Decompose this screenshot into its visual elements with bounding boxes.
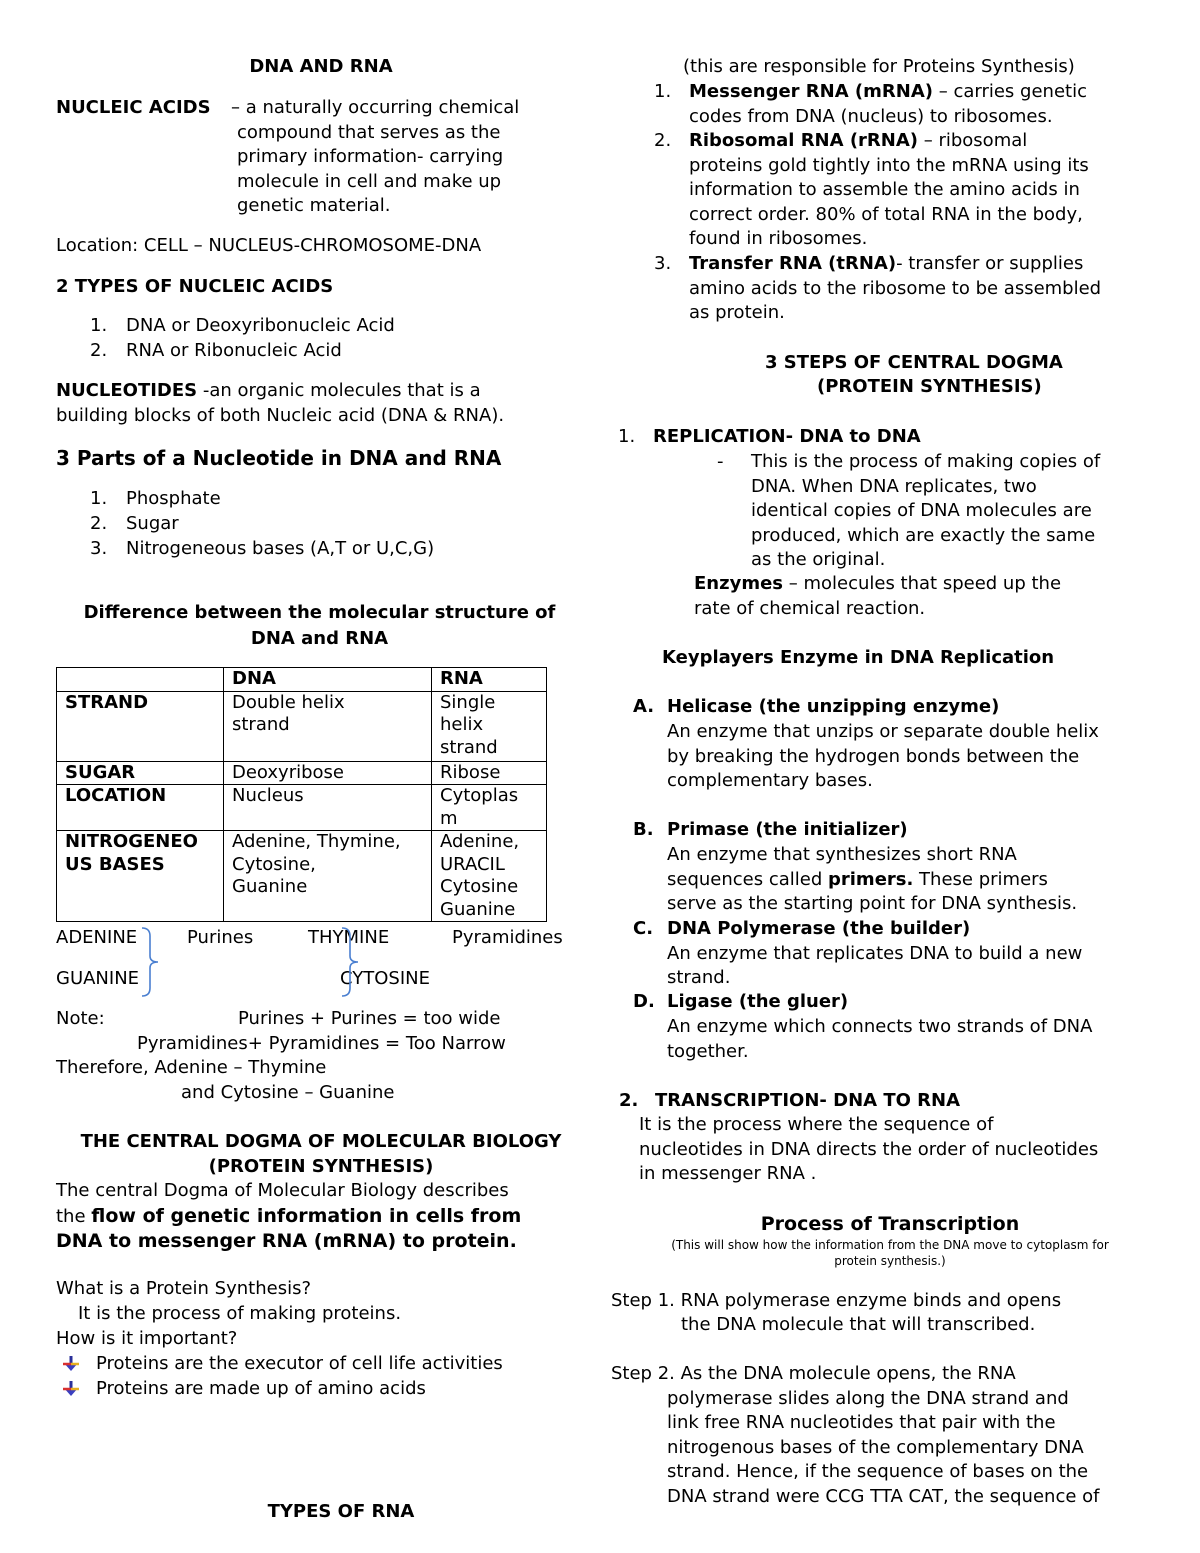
bullet-item: Proteins are made up of amino acids: [96, 1378, 426, 1399]
nucleic-def-line: – a naturally occurring chemical: [231, 97, 520, 118]
pyramidines-label: Pyramidines: [452, 927, 563, 948]
transcription-line: nucleotides in DNA directs the order of nucleotides: [639, 1138, 1099, 1160]
answer-1: It is the process of making proteins.: [78, 1303, 402, 1324]
note-line: and Cytosine – Guanine: [181, 1082, 395, 1103]
enzyme-desc: An enzyme that synthesizes short RNA: [667, 844, 1017, 865]
step-2-text: polymerase slides along the DNA strand and: [667, 1387, 1069, 1409]
nucleotides-line: [56, 379, 481, 404]
note-line: Purines + Purines = too wide: [238, 1008, 501, 1029]
table-cell: Ribose: [432, 761, 547, 785]
nucleotides-term: NUCLEOTIDES: [56, 380, 198, 401]
enzyme-desc-part: sequences called: [667, 868, 828, 890]
rna-type-rrna: [689, 129, 1027, 154]
step-1-text: the DNA molecule that will transcribed.: [681, 1314, 1036, 1335]
enzyme-letter: C.: [633, 918, 654, 939]
table-cell: Cytoplas m: [432, 785, 547, 831]
type-number: 2.: [90, 340, 108, 361]
enzyme-letter: B.: [633, 819, 654, 840]
pyramidines-brace-icon: [338, 926, 360, 998]
dash-bullet: -: [717, 451, 724, 472]
rna-type-number: 3.: [654, 253, 672, 274]
enzymes-def-line2: rate of chemical reaction.: [694, 598, 926, 619]
rna-type-term: Messenger RNA (mRNA): [689, 81, 933, 102]
type-item: RNA or Ribonucleic Acid: [126, 340, 342, 361]
step-number: 1.: [618, 426, 636, 447]
table-cell: Nucleus: [224, 785, 432, 831]
bullet-item: Proteins are the executor of cell life activities: [96, 1353, 503, 1374]
dogma-text-line3: DNA to messenger RNA (mRNA) to protein.: [56, 1230, 517, 1252]
types-of-rna-heading: TYPES OF RNA: [267, 1501, 415, 1522]
enzyme-title: Helicase (the unzipping enzyme): [667, 696, 1000, 717]
transcription-heading: TRANSCRIPTION- DNA TO RNA: [655, 1090, 961, 1111]
diff-heading-2: DNA and RNA: [250, 628, 389, 649]
rna-type-def-line: codes from DNA (nucleus) to ribosomes.: [689, 105, 1053, 127]
table-row: [57, 785, 547, 831]
dogma-text-plain: the: [56, 1206, 92, 1227]
purines-label: Purines: [187, 927, 254, 948]
part-number: 2.: [90, 513, 108, 534]
enzyme-title: Primase (the initializer): [667, 819, 908, 840]
note-label: Note:: [56, 1008, 105, 1029]
enzymes-term: Enzymes: [694, 573, 783, 594]
step-2-text: nitrogenous bases of the complementary DNA: [667, 1436, 1084, 1458]
transcription-line: in messenger RNA .: [639, 1163, 817, 1184]
steps-heading: 3 STEPS OF CENTRAL DOGMA: [765, 352, 1063, 373]
arrow-bullet-icon: [62, 1380, 80, 1398]
step-2-text: DNA strand were CCG TTA CAT, the sequence of: [667, 1485, 1100, 1507]
note-line: Pyramidines+ Pyramidines = Too Narrow: [137, 1033, 506, 1054]
rna-type-def-line: proteins gold tightly into the mRNA using its: [689, 154, 1089, 176]
guanine-label: GUANINE: [56, 968, 140, 989]
replication-heading: REPLICATION- DNA to DNA: [653, 426, 921, 447]
table-header-cell: RNA: [432, 668, 547, 692]
replication-line: as the original.: [751, 549, 886, 570]
enzyme-desc: complementary bases.: [667, 770, 873, 791]
rna-type-def: - transfer or supplies: [896, 253, 1084, 274]
enzyme-title: DNA Polymerase (the builder): [667, 918, 971, 939]
table-header-cell: DNA: [224, 668, 432, 692]
diff-heading: Difference between the molecular structure of: [83, 602, 556, 623]
step-2-text: link free RNA nucleotides that pair with the: [667, 1412, 1056, 1433]
part-item: Phosphate: [126, 488, 221, 509]
table-cell: Single helix strand: [432, 691, 547, 761]
adenine-label: ADENINE: [56, 927, 138, 948]
row-label: NITROGENEO US BASES: [57, 831, 224, 922]
part-item: Sugar: [126, 513, 179, 534]
rna-type-trna: [689, 252, 1083, 277]
dogma-text-line2: [56, 1204, 521, 1230]
rna-type-term: Transfer RNA (tRNA): [689, 253, 897, 274]
purines-brace-icon: [138, 926, 160, 998]
note-line: Therefore, Adenine – Thymine: [56, 1057, 327, 1078]
table-header-row: [57, 668, 547, 692]
enzyme-desc: together.: [667, 1040, 749, 1062]
dogma-text-bold: flow of genetic information in cells from: [91, 1205, 522, 1227]
dogma-heading: THE CENTRAL DOGMA OF MOLECULAR BIOLOGY: [80, 1131, 562, 1152]
type-item: DNA or Deoxyribonucleic Acid: [126, 315, 395, 336]
enzyme-desc: serve as the starting point for DNA synthesis.: [667, 893, 1078, 914]
enzyme-desc-part: These primers: [913, 868, 1048, 890]
row-label: SUGAR: [57, 761, 224, 785]
enzyme-desc: by breaking the hydrogen bonds between the: [667, 745, 1080, 767]
step-number: 2.: [619, 1090, 639, 1111]
process-heading: Process of Transcription: [760, 1213, 1020, 1235]
question-2: How is it important?: [56, 1328, 238, 1349]
dogma-heading-2: (PROTEIN SYNTHESIS): [208, 1156, 434, 1177]
step-1-text: Step 1. RNA polymerase enzyme binds and opens: [611, 1290, 1062, 1311]
enzyme-desc: An enzyme that replicates DNA to build a new: [667, 942, 1083, 964]
rna-type-def-line: correct order. 80% of total RNA in the body,: [689, 203, 1083, 225]
replication-line: This is the process of making copies of: [751, 451, 1101, 472]
enzymes-def: – molecules that speed up the: [783, 573, 1062, 594]
enzyme-letter: D.: [633, 991, 655, 1012]
keyplayers-heading: Keyplayers Enzyme in DNA Replication: [662, 647, 1055, 668]
type-number: 1.: [90, 315, 108, 336]
types-heading: 2 TYPES OF NUCLEIC ACIDS: [56, 276, 334, 297]
part-item: Nitrogeneous bases (A,T or U,C,G): [126, 538, 435, 559]
enzyme-title: Ligase (the gluer): [667, 991, 849, 1012]
replication-line: produced, which are exactly the same: [751, 524, 1096, 546]
nucleic-acids-term: NUCLEIC ACIDS: [56, 97, 211, 118]
table-cell: Double helix strand: [224, 691, 432, 761]
cytosine-label: CYTOSINE: [340, 968, 430, 989]
parts-heading: 3 Parts of a Nucleotide in DNA and RNA: [56, 446, 502, 470]
thymine-label: THYMINE: [308, 927, 390, 948]
rna-type-number: 1.: [654, 81, 672, 102]
table-row: [57, 761, 547, 785]
table-cell: Deoxyribose: [224, 761, 432, 785]
rna-type-term: Ribosomal RNA (rRNA): [689, 130, 919, 151]
arrow-bullet-icon: [62, 1355, 80, 1373]
nucleic-def-line: compound that serves as the: [237, 121, 501, 143]
rna-type-def: – carries genetic: [933, 81, 1087, 102]
primers-term: primers.: [828, 868, 914, 890]
row-label: STRAND: [57, 691, 224, 761]
location-line: Location: CELL – NUCLEUS-CHROMOSOME-DNA: [56, 235, 482, 256]
step-2-text: Step 2. As the DNA molecule opens, the RNA: [611, 1363, 1016, 1384]
enzyme-desc: An enzyme that unzips or separate double helix: [667, 721, 1099, 742]
comparison-table: [56, 667, 547, 922]
replication-line: identical copies of DNA molecules are: [751, 500, 1092, 521]
rna-type-def-line: amino acids to the ribosome to be assembled: [689, 277, 1102, 299]
table-cell: Adenine, URACIL Cytosine Guanine: [432, 831, 547, 922]
enzyme-desc: strand.: [667, 967, 731, 988]
row-label: LOCATION: [57, 785, 224, 831]
nucleic-def-line: genetic material.: [237, 195, 391, 216]
step-2-text: strand. Hence, if the sequence of bases on the: [667, 1461, 1089, 1482]
nucleotides-def: -an organic molecules that is a: [197, 380, 481, 401]
nucleic-def-line: primary information- carrying: [237, 146, 504, 167]
table-cell: Adenine, Thymine, Cytosine, Guanine: [224, 831, 432, 922]
enzyme-desc: An enzyme which connects two strands of DNA: [667, 1016, 1093, 1037]
rna-type-def-line: information to assemble the amino acids in: [689, 179, 1080, 200]
steps-heading-2: (PROTEIN SYNTHESIS): [817, 376, 1042, 397]
part-number: 3.: [90, 538, 108, 559]
page-title: DNA AND RNA: [249, 56, 393, 77]
process-note: protein synthesis.): [834, 1254, 946, 1268]
rna-type-mrna: [689, 80, 1087, 105]
rna-intro: (this are responsible for Proteins Synthesis): [683, 56, 1075, 77]
rna-type-number: 2.: [654, 130, 672, 151]
part-number: 1.: [90, 488, 108, 509]
table-header-cell: [57, 668, 224, 692]
question-1: What is a Protein Synthesis?: [56, 1278, 312, 1299]
replication-line: DNA. When DNA replicates, two: [751, 475, 1037, 497]
process-note: (This will show how the information from the DNA move to cytoplasm for: [671, 1238, 1109, 1252]
nucleotides-def-line2: building blocks of both Nucleic acid (DNA & RNA).: [56, 405, 505, 426]
enzyme-letter: A.: [633, 696, 655, 717]
table-row: [57, 831, 547, 922]
enzymes-line: [694, 572, 1061, 597]
rna-type-def-line: as protein.: [689, 302, 785, 323]
nucleic-def-line: molecule in cell and make up: [237, 170, 502, 192]
table-row: [57, 691, 547, 761]
transcription-line: It is the process where the sequence of: [639, 1114, 994, 1135]
rna-type-def: – ribosomal: [918, 130, 1028, 151]
rna-type-def-line: found in ribosomes.: [689, 228, 868, 249]
enzyme-desc: [667, 868, 1048, 893]
dogma-text: The central Dogma of Molecular Biology describes: [56, 1180, 509, 1201]
